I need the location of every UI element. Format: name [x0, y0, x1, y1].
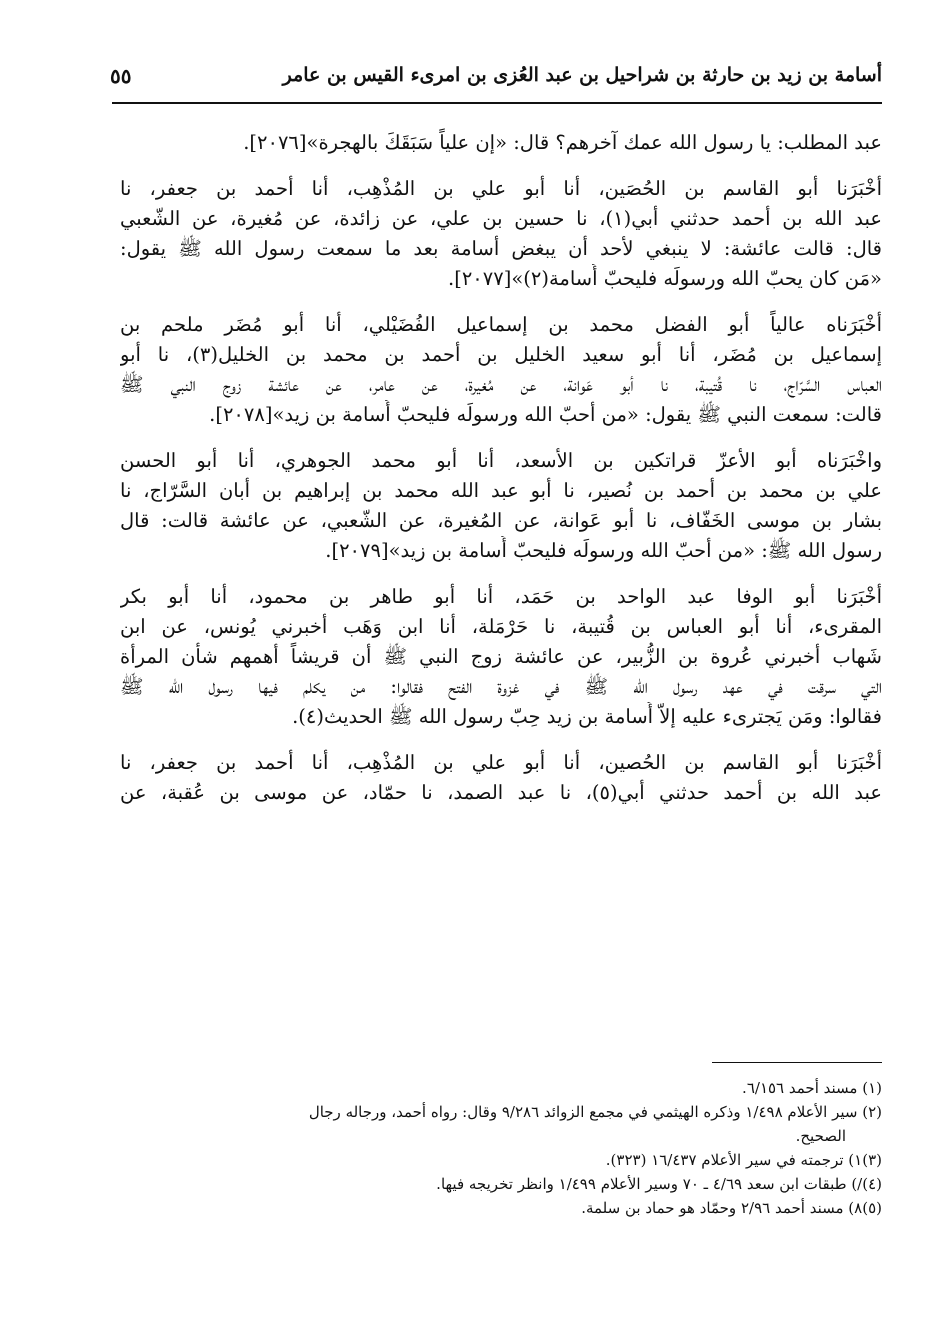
text-line: عبد الله بن أحمد حدثني أبي(٥)، نا عبد الصمد، نا حمّاد، عن موسى بن عُقبة، عن: [120, 781, 882, 804]
main-text: [120, 128, 882, 808]
text-line: عبد الله بن أحمد حدثني أبي(١)، نا حسين بن علي، عن زائدة، عن مُغيرة، عن الشّعبي: [120, 207, 882, 230]
text-line: رسول الله ﷺ: «من أحبّ الله ورسولَه فليحبّ أُسامة بن زيد»[٢٠٧٩].: [325, 539, 882, 562]
text-line: أخْبَرَنا أبو الوفا عبد الواحد بن حَمَد، أنا أبو طاهر بن محمود، أنا أبو بكر: [120, 585, 882, 608]
text-line: عبد المطلب: يا رسول الله عمك آخرهم؟ قال: «إن علياً سَبَقَكَ بالهجرة»[٢٠٧٦].: [243, 131, 882, 154]
text-line: أخْبَرَنا أبو القاسم بن الحُصَين، أنا أبو علي بن المُذْهِب، أنا أحمد بن جعفر، نا: [120, 177, 882, 200]
text-line: واخْبَرَناه أبو الأعزّ قراتكين بن الأسعد، أنا أبو محمد الجوهري، أنا أبو الحسن: [120, 449, 882, 472]
text-line: التي سرقت في عهد رسول الله ﷺ في غزوة الفتح فقالوا: من يكلم فيها رسول الله ﷺ: [120, 675, 882, 698]
text-line: شَهاب أخبرني عُروة بن الزُّبير، عن عائشة زوج النبي ﷺ أن قريشاً أهمهم شأن المرأة: [120, 645, 882, 668]
page-number: ٥٥: [110, 64, 132, 88]
footnote-continuation: الصحيح.: [795, 1127, 846, 1145]
footnote: (١) مسند أحمد ٦/١٥٦.: [742, 1079, 882, 1097]
footnote: (٢) سير الأعلام ١/٤٩٨ وذكره الهيثمي في مجمع الزوائد ٩/٢٨٦ وقال: رواه أحمد، ورجاله رجال: [308, 1103, 882, 1121]
text-line: العباس السَّرّاج، نا قُتيبة، نا أبو عَوانة، عن مُغيرة، عن عامر، عن عائشة زوج النبي ﷺ: [120, 373, 882, 396]
text-line: أخْبَرَنا أبو القاسم بن الحُصين، أنا أبو علي بن المُذْهِب، أنا أحمد بن جعفر، نا: [120, 751, 882, 774]
footnote: (٤)/) طبقات ابن سعد ٤/٦٩ ـ ٧٠ وسير الأعلام ١/٤٩٩ وانظر تخريجه فيها.: [436, 1175, 882, 1193]
running-header: [110, 64, 882, 100]
text-line: علي بن محمد بن أحمد بن نُصير، نا أبو عبد الله محمد بن إبراهيم بن أبان السَّرّاج، نا: [120, 479, 882, 502]
text-line: المقرىء، أنا أبو العباس بن قُتيبة، نا حَرْمَلة، أنا ابن وَهَب أخبرني يُونس، عن ابن: [120, 615, 882, 638]
text-line: «مَن كان يحبّ الله ورسولَه فليحبّ أُسامة(٢)»[٢٠٧٧].: [448, 267, 882, 290]
footnote: (٣)١) ترجمته في سير الأعلام ١٦/٤٣٧ (٣٢٣).: [605, 1151, 882, 1169]
footnote-divider: [712, 1062, 882, 1063]
text-line: إسماعيل بن مُضَر، أنا أبو سعيد الخليل بن أحمد بن محمد بن الخليل(٣)، نا أبو: [120, 343, 882, 366]
text-line: بشار بن موسى الخَفّاف، نا أبو عَوانة، عن المُغيرة، عن الشّعبي، عن عائشة قالت: قال: [120, 509, 882, 532]
footnote: (٥)٨) مسند أحمد ٢/٩٦ وحمّاد هو حماد بن سلمة.: [581, 1199, 882, 1217]
text-line: أخْبَرَناه عالياً أبو الفضل محمد بن إسماعيل الفُضَيْلي، أنا أبو مُضَر ملحم بن: [120, 313, 882, 336]
text-line: فقالوا: ومَن يَجترىء عليه إلاّ أُسامة بن زيد حِبّ رسول الله ﷺ الحديث(٤).: [292, 705, 882, 728]
running-header-title: أسامة بن زيد بن حارثة بن شراحيل بن عبد العُزى بن امرىء القيس بن عامر: [282, 64, 882, 86]
footnotes: [120, 1076, 882, 1220]
header-divider: [112, 102, 882, 104]
text-line: قال: قالت عائشة: لا ينبغي لأحد أن يبغض أسامة بعد ما سمعت رسول الله ﷺ يقول:: [120, 237, 882, 260]
text-line: قالت: سمعت النبي ﷺ يقول: «من أحبّ الله ورسولَه فليحبّ أُسامة بن زيد»[٢٠٧٨].: [209, 403, 882, 426]
